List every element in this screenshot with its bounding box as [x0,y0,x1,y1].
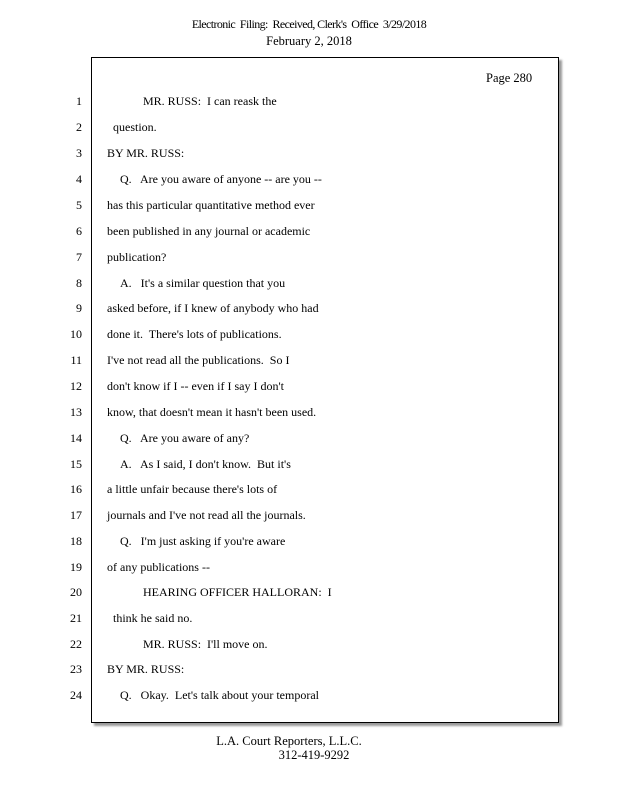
transcript-line: publication? [107,250,167,264]
transcript-line: MR. RUSS: I can reask the [143,94,277,108]
line-number: 13 [70,405,82,419]
transcript-line: A. It's a similar question that you [120,276,286,290]
transcript-line: MR. RUSS: I'll move on. [143,637,268,651]
line-number: 4 [76,172,82,186]
line-number: 20 [70,585,82,599]
line-number: 22 [70,637,82,651]
transcript-line: Q. Are you aware of anyone -- are you -- [120,172,322,186]
transcript-line: Q. Are you aware of any? [120,431,250,445]
line-number: 5 [76,198,82,212]
transcript-line: Q. Okay. Let's talk about your temporal [120,688,320,702]
line-number: 19 [70,560,82,574]
line-number: 2 [76,120,82,134]
transcript-line: BY MR. RUSS: [107,146,185,160]
transcript-line: question. [113,120,157,134]
transcript-line: Q. I'm just asking if you're aware [120,534,286,548]
line-number: 6 [76,224,82,238]
line-number: 15 [70,457,82,471]
line-number: 17 [70,508,82,522]
transcript-line: of any publications -- [107,560,210,574]
transcript-line: done it. There's lots of publications. [107,327,282,341]
transcript-line: don't know if I -- even if I say I don't [107,379,284,393]
line-number: 12 [70,379,82,393]
line-number: 24 [70,688,82,702]
transcript-line: think he said no. [113,611,193,625]
footer-company: L.A. Court Reporters, L.L.C. [216,734,362,748]
line-number: 10 [70,327,82,341]
footer-phone: 312-419-9292 [278,748,350,762]
line-number: 11 [70,353,82,367]
page-number: Page 280 [486,71,533,85]
filing-stamp: Electronic Filing: Received, Clerk's Office 3/29/2018 [191,17,427,31]
transcript-line: HEARING OFFICER HALLORAN: I [143,585,332,599]
transcript-line: asked before, if I knew of anybody who had [107,301,319,315]
line-number: 8 [76,276,82,290]
transcript-line: journals and I've not read all the journals. [107,508,306,522]
line-number: 14 [70,431,82,445]
line-number: 18 [70,534,82,548]
transcript-line: been published in any journal or academic [107,224,311,238]
transcript-line: I've not read all the publications. So I [107,353,290,367]
line-number: 3 [76,146,82,160]
header-date: February 2, 2018 [266,34,352,48]
transcript-line: has this particular quantitative method ever [107,198,315,212]
line-number: 1 [76,94,82,108]
line-number: 21 [70,611,82,625]
line-number: 9 [76,301,82,315]
transcript-line: a little unfair because there's lots of [107,482,278,496]
line-number: 23 [70,662,82,676]
transcript-line: A. As I said, I don't know. But it's [120,457,291,471]
line-number: 16 [70,482,82,496]
transcript-line: know, that doesn't mean it hasn't been used. [107,405,317,419]
transcript-line: BY MR. RUSS: [107,662,185,676]
line-number: 7 [76,250,82,264]
